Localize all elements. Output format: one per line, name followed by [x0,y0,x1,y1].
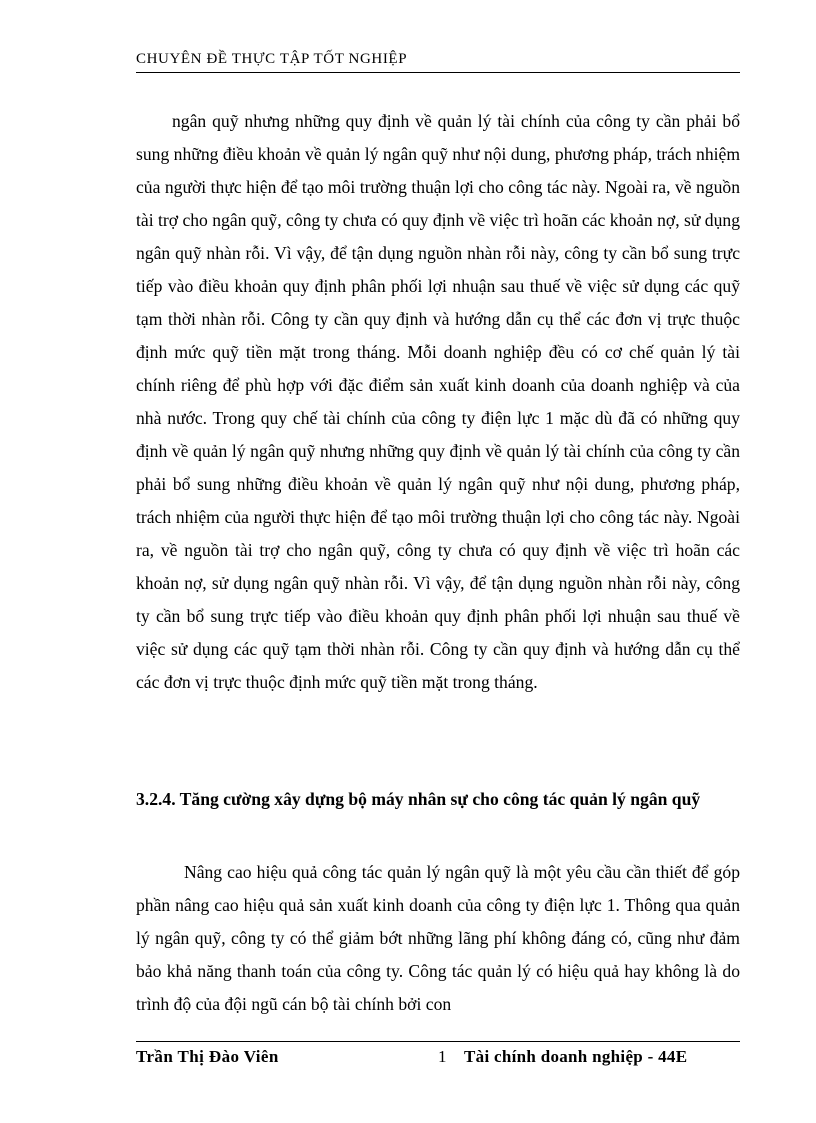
body-paragraph-2: Nâng cao hiệu quả công tác quản lý ngân quỹ là một yêu cầu cần thiết để góp phần nâng cao hiệu quả sản xuất kinh doanh của công ty điện lực 1. Thông qua quản lý ngân quỹ, công ty có thể giảm bớt những lãng phí không đáng có, cũng như đảm bảo khả năng thanh toán của công ty. Công tác quản lý có hiệu quả hay không là do trình độ của đội ngũ cán bộ tài chính bởi con [136,862,740,1014]
page-header [136,48,740,73]
body-paragraph-1: ngân quỹ nhưng những quy định về quản lý tài chính của công ty cần phải bổ sung những điều khoản về quản lý ngân quỹ như nội dung, phương pháp, trách nhiệm của người thực hiện để tạo môi trường thuận lợi cho công tác này. Ngoài ra, về nguồn tài trợ cho ngân quỹ, công ty chưa có quy định về việc trì hoãn các khoản nợ, sử dụng ngân quỹ nhàn rỗi. Vì vậy, để tận dụng nguồn nhàn rỗi này, công ty cần bổ sung trực tiếp vào điều khoản quy định phân phối lợi nhuận sau thuế về việc sử dụng các quỹ tạm thời nhàn rỗi. Công ty cần quy định và hướng dẫn cụ thể các đơn vị trực thuộc định mức quỹ tiền mặt trong tháng. Mỗi doanh nghiệp đều có cơ chế quản lý tài chính riêng để phù hợp với đặc điểm sản xuất kinh doanh của doanh nghiệp và của nhà nước. Trong quy chế tài chính của công ty điện lực 1 mặc dù đã có những quy định về quản lý ngân quỹ nhưng những quy định về quản lý tài chính của công ty cần phải bổ sung những điều khoản về quản lý ngân quỹ như nội dung, phương pháp, trách nhiệm của người thực hiện để tạo môi trường thuận lợi cho công tác này. Ngoài ra, về nguồn tài trợ cho ngân quỹ, công ty chưa có quy định về việc trì hoãn các khoản nợ, sử dụng ngân quỹ nhàn rỗi. Vì vậy, để tận dụng nguồn nhàn rỗi này, công ty cần bổ sung trực tiếp vào điều khoản quy định phân phối lợi nhuận sau thuế về việc sử dụng các quỹ tạm thời nhàn rỗi. Công ty cần quy định và hướng dẫn cụ thể các đơn vị trực thuộc định mức quỹ tiền mặt trong tháng. [136,111,740,692]
page-footer [136,1041,740,1074]
footer-course: Tài chính doanh nghiệp - 44E [464,1047,688,1066]
section-heading: 3.2.4. Tăng cường xây dựng bộ máy nhân sự cho công tác quản lý ngân quỹ [136,789,701,809]
footer-author: Trần Thị Đào Viên [136,1047,279,1066]
running-title: CHUYÊN ĐỀ THỰC TẬP TỐT NGHIỆP [136,51,408,67]
footer-page-number: 1 [438,1047,447,1066]
